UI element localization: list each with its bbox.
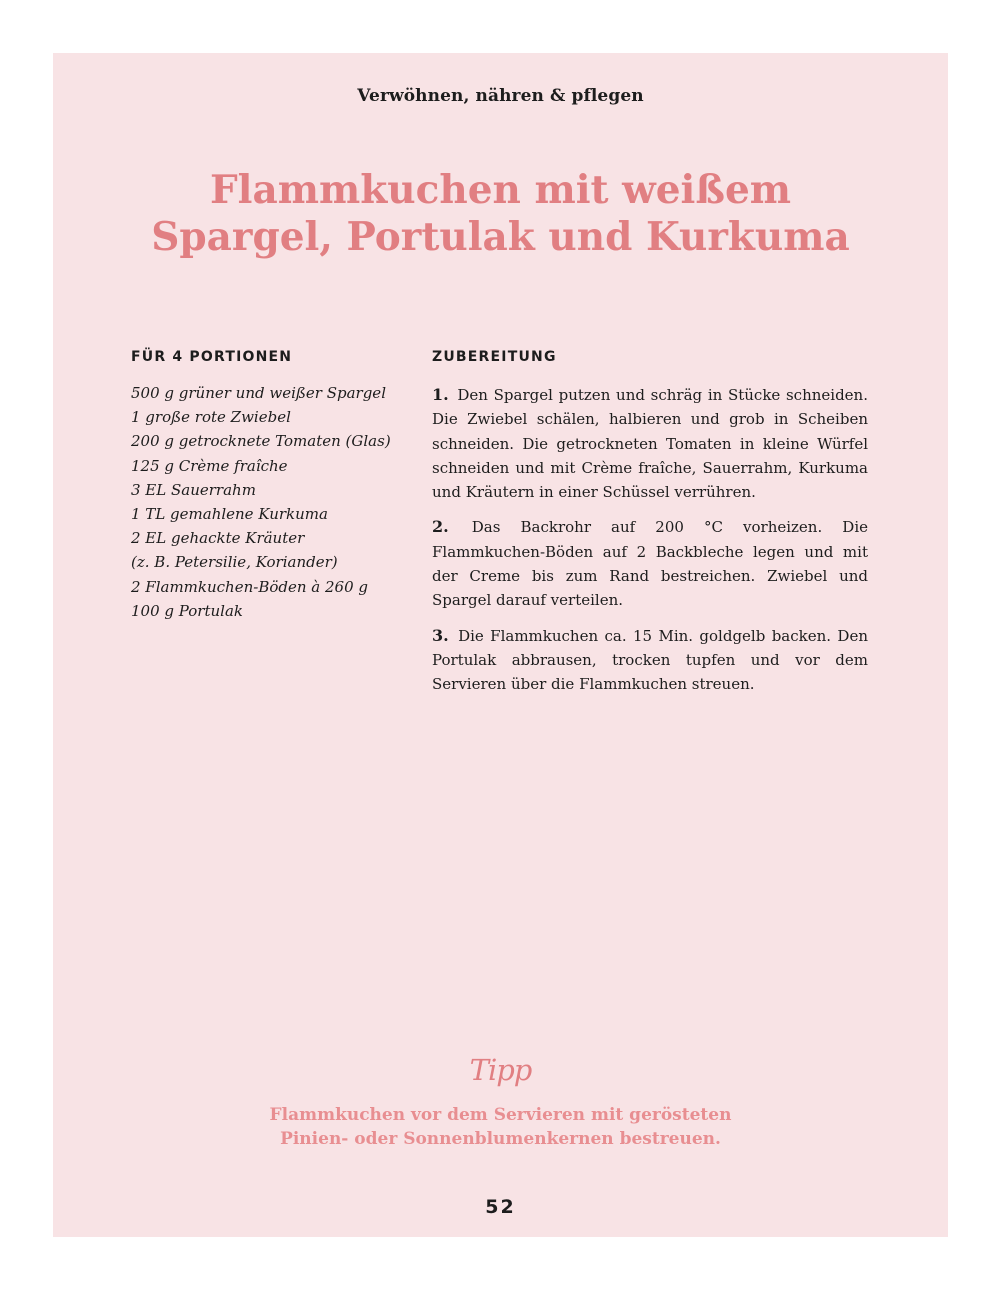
ingredient-item: (z. B. Petersilie, Koriander) bbox=[131, 553, 338, 572]
ingredient-list bbox=[131, 381, 416, 623]
step-text: Die Flammkuchen ca. 15 Min. goldgelb backen. Den Portulak abbrausen, trocken tupfen und vor dem Servieren über die Flammkuchen streuen. bbox=[432, 626, 868, 694]
running-head: Verwöhnen, nähren & pflegen bbox=[357, 86, 644, 106]
step-number: 3. bbox=[432, 625, 449, 645]
step-text: Den Spargel putzen und schräg in Stücke schneiden. Die Zwiebel schälen, halbieren und grob in Scheiben schneiden. Die getrockneten Tomaten in kleine Würfel schneiden und mit Crème fraîche, Sauerrahm, Kurkuma und Kräutern in einer Schüssel verrühren. bbox=[432, 386, 868, 502]
step-text: Das Backrohr auf 200 °C vorheizen. Die Flammkuchen-Böden auf 2 Backbleche legen und mit der Creme bis zum Rand bestreichen. Zwiebel und Spargel darauf verteilen. bbox=[432, 518, 868, 610]
page-number: 52 bbox=[485, 1196, 516, 1218]
ingredient-item: 1 TL gemahlene Kurkuma bbox=[131, 505, 328, 524]
tip-text bbox=[53, 1103, 948, 1151]
preparation-heading: ZUBEREITUNG bbox=[432, 349, 557, 365]
ingredient-item: 500 g grüner und weißer Spargel bbox=[131, 384, 386, 402]
ingredient-item: 200 g getrocknete Tomaten (Glas) bbox=[131, 432, 391, 451]
ingredient-item: 3 EL Sauerrahm bbox=[131, 480, 256, 499]
preparation-step-3 bbox=[432, 624, 868, 697]
ingredients-heading: FÜR 4 PORTIONEN bbox=[131, 349, 293, 365]
preparation-step-2 bbox=[432, 515, 868, 612]
step-number: 2. bbox=[432, 517, 449, 537]
ingredient-item: 100 g Portulak bbox=[131, 601, 243, 620]
ingredient-item: 2 EL gehackte Kräuter bbox=[131, 529, 305, 548]
ingredient-item: 125 g Crème fraîche bbox=[131, 456, 288, 475]
tip-text-line-2: Pinien- oder Sonnenblumenkernen bestreuen. bbox=[280, 1129, 721, 1149]
preparation-steps bbox=[432, 383, 868, 708]
recipe-page bbox=[53, 53, 948, 1237]
tip-text-line-1: Flammkuchen vor dem Servieren mit gerösteten bbox=[269, 1105, 732, 1125]
step-number: 1. bbox=[432, 385, 449, 404]
recipe-title bbox=[53, 167, 948, 261]
ingredient-item: 2 Flammkuchen-Böden à 260 g bbox=[131, 577, 368, 596]
preparation-step-1 bbox=[432, 383, 868, 504]
tip-label: Tipp bbox=[469, 1053, 532, 1087]
ingredient-item: 1 große rote Zwiebel bbox=[131, 408, 291, 427]
recipe-title-line-1: Flammkuchen mit weißem bbox=[209, 167, 792, 213]
recipe-title-line-2: Spargel, Portulak und Kurkuma bbox=[151, 214, 850, 260]
